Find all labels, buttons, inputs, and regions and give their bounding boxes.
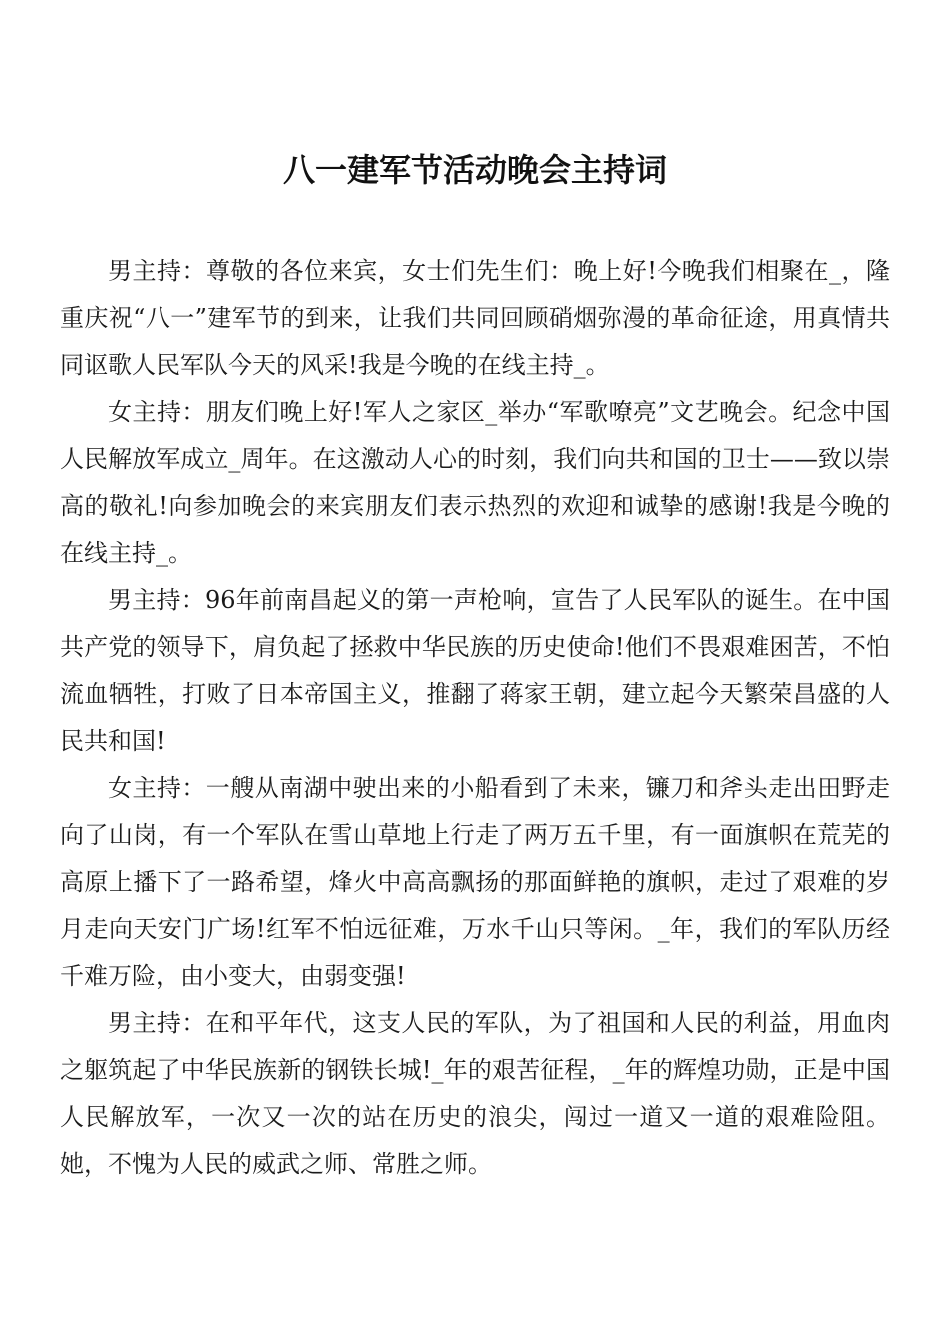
paragraph-male-host-peace: 男主持：在和平年代，这支人民的军队，为了祖国和人民的利益，用血肉之躯筑起了中华民族新的钢铁长城!_年的艰苦征程，_年的辉煌功勋，正是中国人民解放军，一次又一次的站在历史的浪尖，闯过一道又一道的艰难险阻。她，不愧为人民的威武之师、常胜之师。: [60, 1009, 890, 1178]
document-body: [60, 248, 890, 1188]
page-title: 八一建军节活动晚会主持词: [282, 151, 667, 189]
paragraph-male-host-opening: 男主持：尊敬的各位来宾，女士们先生们：晚上好!今晚我们相聚在_，隆重庆祝“八一”建军节的到来，让我们共同回顾硝烟弥漫的革命征途，用真情共同讴歌人民军队今天的风采!我是今晚的在线主持_。: [60, 257, 890, 379]
paragraph-male-host-history: 男主持：96年前南昌起义的第一声枪响，宣告了人民军队的诞生。在中国共产党的领导下，肩负起了拯救中华民族的历史使命!他们不畏艰难困苦，不怕流血牺牲，打败了日本帝国主义，推翻了蒋家王朝，建立起今天繁荣昌盛的人民共和国!: [60, 586, 890, 755]
paragraph-female-host-opening: 女主持：朋友们晚上好!军人之家区_举办“军歌嘹亮”文艺晚会。纪念中国人民解放军成立_周年。在这激动人心的时刻，我们向共和国的卫士——致以崇高的敬礼!向参加晚会的来宾朋友们表示热烈的欢迎和诚挚的感谢!我是今晚的在线主持_。: [60, 398, 890, 567]
paragraph-female-host-journey: 女主持：一艘从南湖中驶出来的小船看到了未来，镰刀和斧头走出田野走向了山岗，有一个军队在雪山草地上行走了两万五千里，有一面旗帜在荒芜的高原上播下了一路希望，烽火中高高飘扬的那面鲜艳的旗帜，走过了艰难的岁月走向天安门广场!红军不怕远征难，万水千山只等闲。_年，我们的军队历经千难万险，由小变大，由弱变强!: [60, 774, 890, 990]
